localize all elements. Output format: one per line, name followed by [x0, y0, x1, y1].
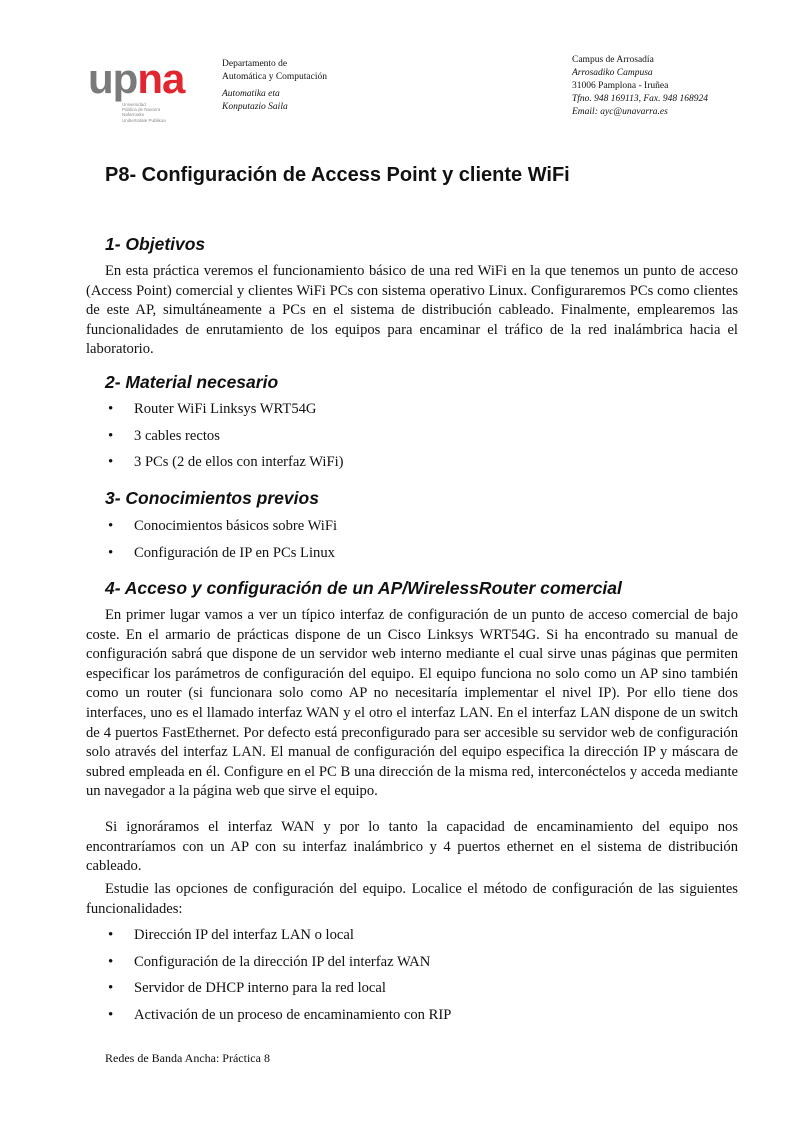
list-item: • Conocimientos básicos sobre WiFi: [108, 516, 337, 543]
list-item: • Router WiFi Linksys WRT54G: [108, 399, 344, 426]
list-item: • 3 cables rectos: [108, 426, 344, 453]
list-item: • Dirección IP del interfaz LAN o local: [108, 925, 451, 952]
department-info: Departamento de Automática y Computación Automatika eta Konputazio Saila: [222, 59, 328, 112]
list-item: • Servidor de DHCP interno para la red local: [108, 978, 451, 1005]
document-title: P8- Configuración de Access Point y cliente WiFi: [105, 164, 570, 186]
funcionalidades-list: [108, 925, 451, 1031]
section-paragraph-acceso-3: Estudie las opciones de configuración del equipo. Localice el método de configuración de las siguientes funcionalidades:: [86, 881, 738, 917]
section-heading-material: 2- Material necesario: [105, 372, 279, 392]
conocimientos-list: [108, 516, 337, 569]
logo-wordmark: upna: [88, 55, 185, 102]
section-paragraph-objetivos: En esta práctica veremos el funcionamiento básico de una red WiFi en la que tenemos un punto de acceso (Access Point) comercial y clientes WiFi PCs con sistema operativo Linux. Configuraremos PCs como clientes de este AP, simultáneamente a PCs en el sistema de distribución cableado. Finalmente, emplearemos las funcionalidades de enrutamiento de los equipos para encaminar el tráfico de la red inalámbrica hacia el laboratorio.: [86, 263, 738, 358]
section-heading-objetivos: 1- Objetivos: [105, 234, 206, 254]
logo-subtitle: Universidad Pública de Navarra Nafarroako Unibertsitate Publikoa: [122, 102, 166, 123]
section-heading-acceso: 4- Acceso y configuración de un AP/WirelessRouter comercial: [105, 578, 622, 598]
section-heading-conocimientos: 3- Conocimientos previos: [105, 488, 319, 508]
section-paragraph-acceso-1: En primer lugar vamos a ver un típico interfaz de configuración de un punto de acceso comercial de bajo coste. En el armario de prácticas dispone de un Cisco Linksys WRT54G. Si ha encontrado su manual de configuración sabrá que dispone de un servidor web interno mediante el cual sirve unas páginas que permiten especificar los parámetros de configuración del equipo. El equipo funciona no solo como un AP sino también como un router (si funcionara solo como AP no necesitaría implementar el nivel IP). Por ello tiene dos interfaces, uno es el llamado interfaz WAN y el otro el interfaz LAN. En el interfaz LAN dispone de un switch de 4 puertos FastEthernet. Por defecto está preconfigurado para ser accesible su servidor web de configuración solo através del interfaz LAN. El manual de configuración del equipo especifica la dirección IP y máscara de subred empleada en él. Configure en el PC B una dirección de la misma red, interconéctelos y acceda mediante un navegador a la página web que sirve el equipo.: [86, 607, 738, 800]
section-paragraph-acceso-2: Si ignoráramos el interfaz WAN y por lo tanto la capacidad de encaminamiento del equipo nos encontraríamos con un AP con su interfaz inalámbrico y 4 puertos ethernet en el sistema de distribución cableado.: [86, 819, 738, 875]
material-list: [108, 399, 344, 479]
list-item: • Activación de un proceso de encaminamiento con RIP: [108, 1005, 451, 1032]
page-footer: Redes de Banda Ancha: Práctica 8: [105, 1051, 270, 1065]
list-item: • Configuración de IP en PCs Linux: [108, 543, 337, 570]
campus-info: Campus de Arrosadía Arrosadiko Campusa 31006 Pamplona - Iruñea Tfno. 948 169113, Fax. 948 168924 Email: ayc@unavarra.es: [572, 55, 708, 117]
university-logo: [88, 55, 188, 123]
list-item: • Configuración de la dirección IP del interfaz WAN: [108, 952, 451, 979]
list-item: • 3 PCs (2 de ellos con interfaz WiFi): [108, 452, 344, 479]
